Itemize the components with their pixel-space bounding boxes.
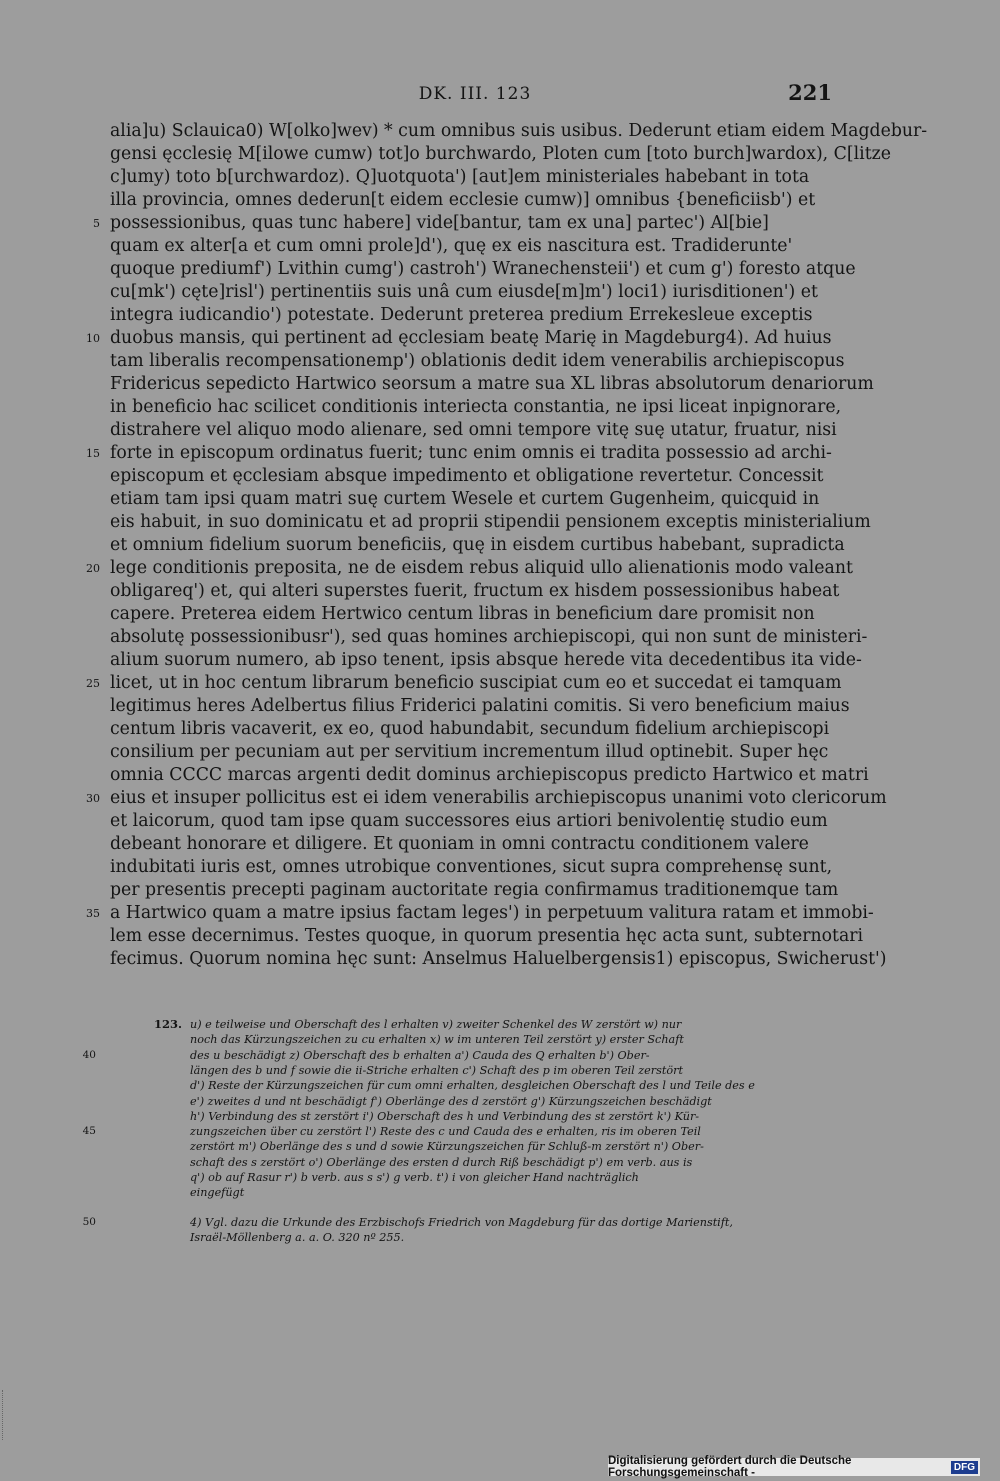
text-line: illa provincia, omnes dederun[t eidem ecclesie cumw)] omnibus {beneficiisb') et (110, 190, 816, 210)
text-line: fecimus. Quorum nomina hęc sunt: Anselmus Haluelbergensis1) episcopus, Swicherust') (110, 949, 887, 969)
digitization-credit-bar (608, 1455, 980, 1479)
apparatus-doc-number: 123. (153, 1017, 182, 1031)
text-line: episcopum et ęcclesiam absque impedimento et obligatione revertetur. Concessit (110, 466, 824, 486)
text-line: per presentis precepti paginam auctoritate regia confirmamus traditionemque tam (110, 880, 839, 900)
text-line: alia]u) Sclauica0) W[olko]wev) * cum omnibus suis usibus. Dederunt etiam eidem Magdebur- (110, 121, 928, 141)
line-number: 40 (82, 1048, 96, 1061)
text-line: licet, ut in hoc centum librarum beneficio suscipiat cum eo et succedat ei tamquam (110, 673, 842, 693)
text-line: alium suorum numero, ab ipso tenent, ipsis absque herede vita decedentibus ita vide- (110, 650, 862, 670)
line-number: 50 (82, 1216, 96, 1228)
digitization-credit: Digitalisierung gefördert durch die Deutsche Forschungsgemeinschaft - (608, 1455, 852, 1479)
text-line: integra iudicandio') potestate. Dederunt preterea predium Errekesleue exceptis (110, 305, 813, 325)
line-number: 5 (93, 217, 100, 230)
running-header: DK. III. 123 (418, 84, 532, 104)
footnote-line: 4) Vgl. dazu die Urkunde des Erzbischofs Friedrich von Magdeburg für das dortige Marienstift, (190, 1216, 733, 1229)
text-line: indubitati iuris est, omnes utrobique conventiones, sicut supra comprehensę sunt, (110, 857, 833, 877)
text-line: absolutę possessionibusr'), sed quas homines archiepiscopi, qui non sunt de ministeri- (110, 627, 868, 647)
apparatus-line: zungszeichen über cu zerstört l') Reste des c und Cauda des e erhalten, ris im oberen Teil (190, 1125, 701, 1139)
text-line: gensi ęcclesię M[ilowe cumw) tot]o burchwardo, Ploten cum [toto burch]wardox), C[litze (110, 144, 891, 164)
text-line: et omnium fidelium suorum beneficiis, quę in eisdem curtibus habebant, supradicta (110, 535, 845, 555)
text-line: distrahere vel aliquo modo alienare, sed omni tempore vitę suę utatur, fruatur, nisi (110, 420, 837, 440)
text-line: lem esse decernimus. Testes quoque, in quorum presentia hęc acta sunt, subternotari (110, 926, 864, 946)
apparatus-line: zerstört m') Oberlänge des s und d sowie Kürzungszeichen für Schluß-m zerstört n') Ober- (190, 1140, 704, 1154)
text-line: a Hartwico quam a matre ipsius factam leges') in perpetuum valitura ratam et immobi- (110, 903, 874, 923)
text-line: possessionibus, quas tunc habere] vide[bantur, tam ex una] partec') Al[bie] (110, 213, 769, 233)
text-line: capere. Preterea eidem Hertwico centum libras in beneficium dare promisit non (110, 604, 815, 624)
text-line: legitimus heres Adelbertus filius Friderici palatini comitis. Si vero beneficium maius (110, 696, 850, 716)
apparatus-line: des u beschädigt z) Oberschaft des b erhalten a') Cauda des Q erhalten b') Ober- (190, 1048, 650, 1062)
footnote-line: Israël-Möllenberg a. a. O. 320 nº 255. (190, 1231, 405, 1245)
text-line: consilium per pecuniam aut per servitium incrementum illud optinebit. Super hęc (110, 742, 829, 762)
text-line: debeant honorare et diligere. Et quoniam in omni contractu conditionem valere (110, 834, 809, 854)
apparatus-line: schaft des s zerstört o') Oberlänge des ersten d durch Riß beschädigt p') em verb. aus is (190, 1155, 693, 1169)
text-line: c]umy) toto b[urchwardoz). Q]uotquota') [aut]em ministeriales habebant in tota (110, 167, 810, 187)
text-line: obligareq') et, qui alteri superstes fuerit, fructum ex hisdem possessionibus habeat (110, 581, 840, 601)
line-number: 10 (86, 332, 100, 345)
text-line: Fridericus sepedicto Hartwico seorsum a matre sua XL libras absolutorum denariorum (110, 374, 874, 394)
text-line: quoque prediumf') Lvithin cumg') castroh') Wranechensteii') et cum g') foresto atque (110, 259, 856, 279)
text-line: omnia CCCC marcas argenti dedit dominus archiepiscopus predicto Hartwico et matri (110, 765, 869, 785)
text-line: centum libris vacaverit, ex eo, quod habundabit, secundum fidelium archiepiscopi (110, 719, 830, 739)
apparatus-line: h') Verbindung des st zerstört i') Oberschaft des h und Verbindung des st zerstört k') Kür- (190, 1109, 700, 1123)
text-line: eius et insuper pollicitus est ei idem venerabilis archiepiscopus unanimi voto clericorum (110, 788, 887, 808)
apparatus-line: q') ob auf Rasur r') b verb. aus s s') g verb. t') i von gleicher Hand nachträglich (190, 1171, 639, 1184)
scan-edge-mark (2, 1390, 5, 1440)
line-number: 45 (82, 1125, 96, 1138)
text-line: et laicorum, quod tam ipse quam successores eius artiori benivolentię studio eum (110, 811, 828, 831)
apparatus-line: längen des b und f sowie die ii-Striche erhalten c') Schaft des p im oberen Teil zerstört (190, 1063, 683, 1077)
line-number: 25 (86, 677, 100, 690)
line-number: 30 (86, 792, 100, 805)
text-line: etiam tam ipsi quam matri suę curtem Wesele et curtem Gugenheim, quicquid in (110, 489, 820, 509)
text-line: forte in episcopum ordinatus fuerit; tunc enim omnis ei tradita possessio ad archi- (110, 443, 832, 463)
text-line: lege conditionis preposita, ne de eisdem rebus aliquid ullo alienationis modo valeant (110, 558, 853, 578)
page-number: 221 (788, 80, 832, 105)
apparatus-line: noch das Kürzungszeichen zu cu erhalten x) w im unteren Teil zerstört y) erster Schaft (190, 1033, 684, 1047)
text-line: cu[mk') cęte]risl') pertinentiis suis unâ cum eiusde[m]m') loci1) iurisditionen') et (110, 282, 818, 302)
text-line: eis habuit, in suo dominicatu et ad proprii stipendii pensionem exceptis ministerialium (110, 512, 871, 532)
line-number: 35 (86, 907, 100, 920)
line-number: 20 (86, 562, 100, 575)
apparatus-line: d') Reste der Kürzungszeichen für cum omni erhalten, desgleichen Oberschaft des l und Teile des e (190, 1079, 755, 1093)
text-line: in beneficio hac scilicet conditionis interiecta constantia, ne ipsi liceat inpignorare, (110, 397, 842, 417)
apparatus-line: eingefügt (190, 1186, 245, 1200)
apparatus-line: u) e teilweise und Oberschaft des l erhalten v) zweiter Schenkel des W zerstört w) nur (190, 1018, 682, 1031)
dfg-logo: DFG (951, 1461, 978, 1474)
text-line: tam liberalis recompensationemp') oblationis dedit idem venerabilis archiepiscopus (110, 351, 845, 371)
text-line: quam ex alter[a et cum omni prole]d'), quę ex eis nascitura est. Tradideruntе' (110, 236, 793, 256)
text-line: duobus mansis, qui pertinent ad ęcclesiam beatę Marię in Magdeburg4). Ad huius (110, 328, 832, 348)
apparatus-line: e') zweites d und nt beschädigt f') Oberlänge des d zerstört g') Kürzungszeichen beschädigt (190, 1094, 712, 1108)
line-number: 15 (86, 447, 100, 460)
